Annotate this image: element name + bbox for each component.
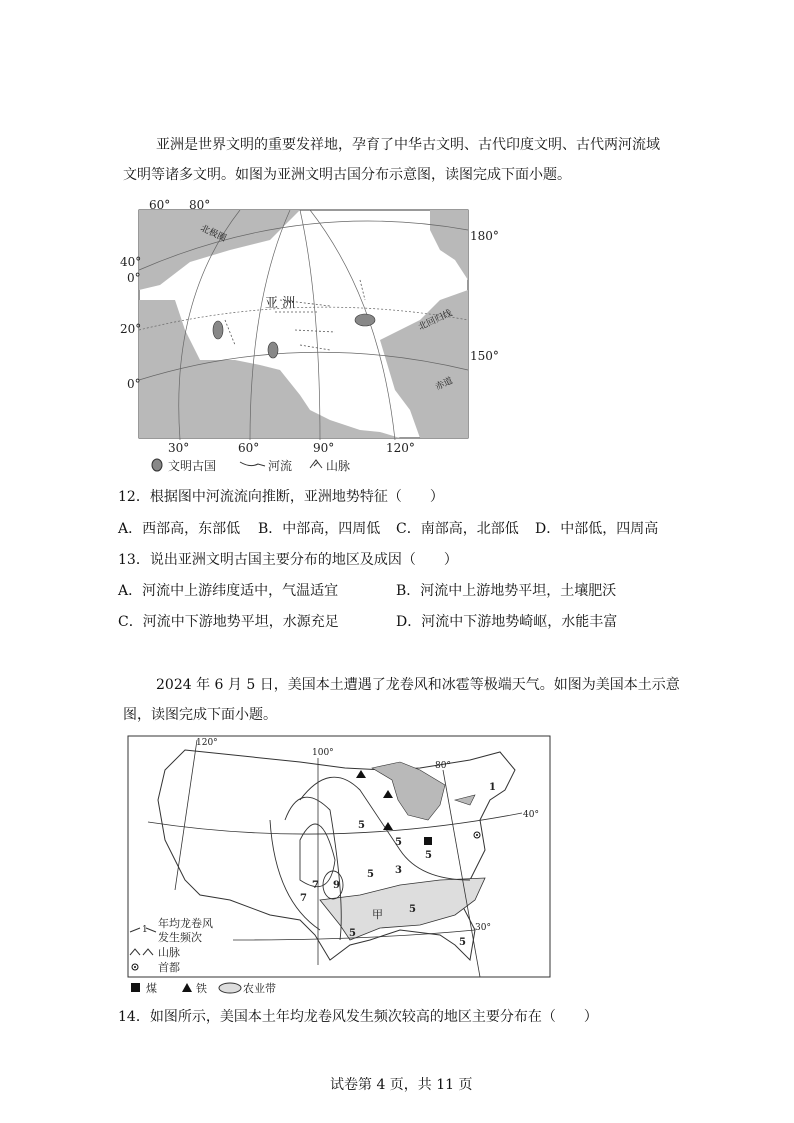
passage2-line1: 2024 年 6 月 5 日，美国本土遭遇了龙卷风和冰雹等极端天气。如图为美国本土示意 — [156, 677, 680, 693]
asia-label: 亚 洲 — [265, 296, 296, 311]
q12-option-a[interactable]: A．西部高，东部低 — [118, 521, 241, 537]
lat-label: 30° — [475, 923, 491, 933]
region-jia-label: 甲 — [372, 908, 383, 921]
lon-label-top: 60° — [149, 198, 171, 212]
legend-river: 河流 — [268, 459, 293, 473]
lat-label: 20° — [120, 322, 142, 336]
isoline-value: 7 — [300, 893, 307, 904]
isoline-value: 1 — [489, 782, 496, 793]
isoline-value: 5 — [367, 869, 374, 880]
legend-iron: 铁 — [196, 982, 207, 995]
arctic-circle-label: 北极圈 — [198, 223, 228, 245]
lon-label-right: 180° — [470, 229, 499, 243]
lat-label: 40° — [120, 255, 142, 269]
q13-option-c[interactable]: C．河流中下游地势平坦，水源充足 — [118, 614, 339, 630]
legend-civilization: 文明古国 — [168, 459, 217, 473]
passage1-line1: 亚洲是世界文明的重要发祥地，孕育了中华古文明、古代印度文明、古代两河流域 — [156, 137, 660, 153]
iron-legend-icon — [182, 983, 192, 992]
q12-option-d[interactable]: D．中部低，四周高 — [535, 521, 659, 537]
coal-icon — [424, 837, 432, 845]
isoline-value: 3 — [395, 865, 402, 876]
lon-label: 80° — [435, 761, 451, 771]
isoline-value: 9 — [333, 880, 340, 891]
isoline-value: 5 — [459, 937, 466, 948]
q13-option-b[interactable]: B．河流中上游地势平坦，土壤肥沃 — [396, 583, 617, 599]
svg-text:1: 1 — [142, 925, 148, 935]
lon-label-bottom: 60° — [238, 441, 260, 455]
isoline-value: 5 — [358, 820, 365, 831]
legend-tornado-1: 年均龙卷风 — [158, 917, 213, 930]
q12-option-c[interactable]: C．南部高，北部低 — [396, 521, 519, 537]
q12-stem: 12．根据图中河流流向推断，亚洲地势特征（ ） — [118, 489, 444, 505]
lon-label-right: 150° — [470, 349, 499, 363]
q12-option-b[interactable]: B．中部高，四周低 — [258, 521, 381, 537]
lat-label: 40° — [523, 810, 539, 820]
q13-option-a[interactable]: A．河流中上游纬度适中，气温适宜 — [118, 583, 339, 599]
q13-option-d[interactable]: D．河流中下游地势崎岖，水能丰富 — [396, 614, 618, 630]
legend-agri: 农业带 — [243, 982, 276, 995]
isoline-value: 5 — [349, 928, 356, 939]
isoline-value: 5 — [409, 904, 416, 915]
tropic-label: 北回归线 — [417, 308, 454, 333]
lon-label: 100° — [312, 748, 334, 758]
passage1-line2: 文明等诸多文明。如图为亚洲文明古国分布示意图，读图完成下面小题。 — [123, 167, 571, 183]
lat-label: 0° — [127, 271, 141, 285]
legend-coal: 煤 — [146, 982, 157, 995]
passage2-line2: 图，读图完成下面小题。 — [123, 707, 277, 723]
legend-mountain: 山脉 — [158, 946, 180, 959]
equator-label: 赤道 — [434, 376, 455, 393]
legend-tornado-2: 发生频次 — [158, 931, 202, 944]
isoline-value: 7 — [312, 880, 319, 891]
lon-label-bottom: 30° — [168, 441, 190, 455]
legend-capital: 首都 — [158, 961, 180, 974]
page-footer: 试卷第 4 页，共 11 页 — [330, 1077, 473, 1093]
q13-stem: 13．说出亚洲文明古国主要分布的地区及成因（ ） — [118, 552, 458, 568]
legend-mountain: 山脉 — [326, 459, 351, 473]
lon-label-bottom: 120° — [386, 441, 415, 455]
lon-label: 120° — [196, 738, 218, 748]
lon-label-top: 80° — [189, 198, 211, 212]
lat-label: 0° — [127, 377, 141, 391]
isoline-value: 5 — [395, 837, 402, 848]
lon-label-bottom: 90° — [313, 441, 335, 455]
q14-stem: 14．如图所示，美国本土年均龙卷风发生频次较高的地区主要分布在（ ） — [118, 1009, 598, 1025]
agri-legend-icon — [219, 983, 241, 993]
coal-legend-icon — [131, 983, 140, 992]
isoline-value: 5 — [425, 850, 432, 861]
